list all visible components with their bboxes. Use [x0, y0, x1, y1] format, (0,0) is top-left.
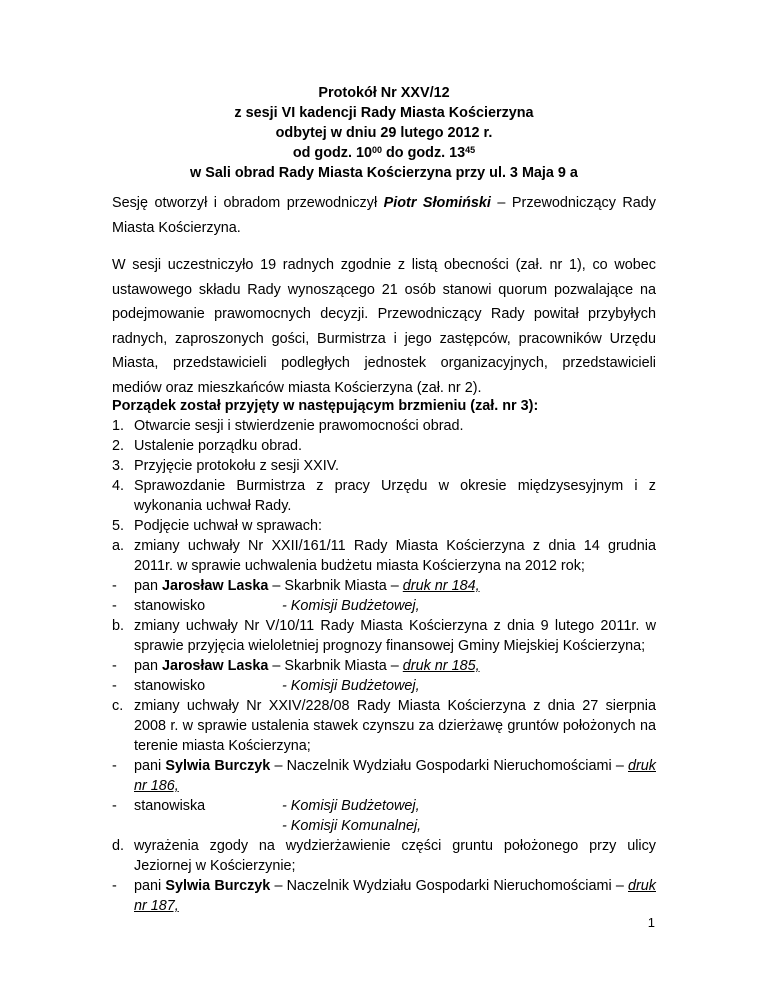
header-line-5: w Sali obrad Rady Miasta Kościerzyna przy ul. 3 Maja 9 a	[190, 165, 578, 181]
page-number: 1	[647, 915, 655, 930]
attendance-paragraph: W sesji uczestniczyło 19 radnych zgodnie z listą obecności (zał. nr 1), co wobec ustawowego składu Rady wynoszącego 21 osób stanowi quorum pozwalające na podejmowanie prawomocnych decyzji. Przewodniczący Rady powitał przybyłych radnych, zaproszonych gości, Burmistrza i jego zastępców, pracowników Urzędu Miasta, przedstawicieli podległych jednostek organizacyjnych, przedstawicieli mediów oraz mieszkańców miasta Kościerzyna (zał. nr 2).	[112, 257, 656, 396]
list-item: - stanowisko - Komisji Budżetowej,	[112, 598, 420, 614]
opening-paragraph: Sesję otworzył i obradom przewodniczył Piotr Słomiński – Przewodniczący Rady Miasta Kościerzyna.	[112, 195, 656, 236]
list-item: - pan Jarosław Laska – Skarbnik Miasta – druk nr 184,	[112, 578, 480, 594]
list-item: 5. Podjęcie uchwał w sprawach:	[112, 518, 322, 534]
list-item: 3. Przyjęcie protokołu z sesji XXIV.	[112, 458, 340, 474]
header-line-3: odbytej w dniu 29 lutego 2012 r.	[275, 125, 493, 141]
list-item: - pani Sylwia Burczyk – Naczelnik Wydziału Gospodarki Nieruchomościami – druk nr 186,	[112, 758, 656, 794]
list-item: - stanowisko - Komisji Budżetowej,	[112, 678, 420, 694]
list-item: - stanowiska - Komisji Budżetowej,	[112, 798, 420, 814]
header-line-2: z sesji VI kadencji Rady Miasta Kościerzyna	[234, 105, 534, 121]
header-line-1: Protokół Nr XXV/12	[318, 85, 450, 101]
list-item: 4. Sprawozdanie Burmistrza z pracy Urzędu w okresie międzysesyjnym i z wykonania uchwał Rady.	[112, 478, 656, 514]
agenda-title: Porządek został przyjęty w następującym brzmieniu (zał. nr 3):	[112, 398, 539, 414]
protocol-header	[0, 83, 768, 183]
header-line-4: od godz. $10^{00}$ do godz. $13^{45}$	[292, 145, 476, 161]
list-item: - Komisji Komunalnej,	[282, 818, 422, 834]
list-item: - pani Sylwia Burczyk – Naczelnik Wydziału Gospodarki Nieruchomościami – druk nr 187,	[112, 878, 656, 914]
list-item-a: a. zmiany uchwały Nr XXII/161/11 Rady Miasta Kościerzyna z dnia 14 grudnia 2011r. w sprawie uchwalenia budżetu miasta Kościerzyna na 2012 rok;	[112, 538, 656, 574]
list-item-b: b. zmiany uchwały Nr V/10/11 Rady Miasta Kościerzyna z dnia 9 lutego 2011r. w sprawie przyjęcia wieloletniej prognozy finansowej Gminy Miejskiej Kościerzyna;	[112, 618, 656, 654]
list-item: 2. Ustalenie porządku obrad.	[112, 438, 302, 454]
chairman-name: Piotr Słomiński	[383, 195, 491, 211]
list-item-d: d. wyrażenia zgody na wydzierżawienie części gruntu położonego przy ulicy Jeziornej w Kościerzynie;	[112, 838, 656, 874]
list-item: 1. Otwarcie sesji i stwierdzenie prawomocności obrad.	[112, 418, 464, 434]
list-item: - pan Jarosław Laska – Skarbnik Miasta – druk nr 185,	[112, 658, 480, 674]
agenda	[112, 396, 656, 916]
list-item-c: c. zmiany uchwały Nr XXIV/228/08 Rady Miasta Kościerzyna z dnia 27 sierpnia 2008 r. w sprawie ustalenia stawek czynszu za dzierżawę gruntów położonych na terenie miasta Kościerzyna;	[112, 698, 656, 754]
